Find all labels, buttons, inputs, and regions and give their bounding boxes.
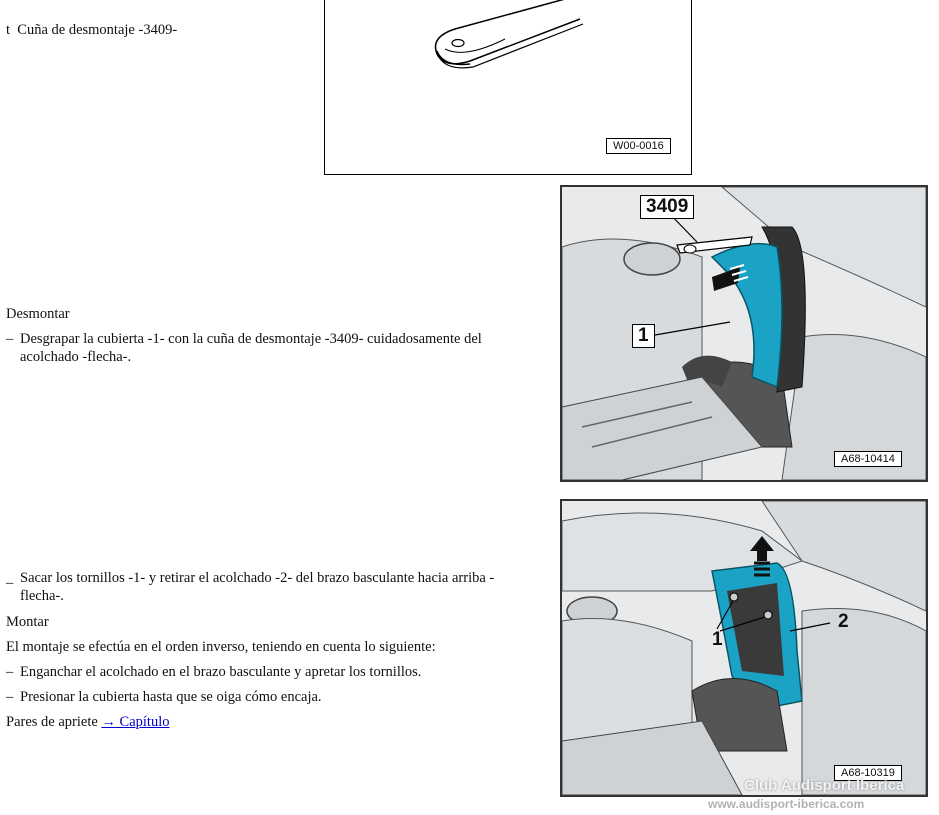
- armrest-drawing: [562, 187, 926, 480]
- callout-tool-3409: 3409: [640, 195, 694, 219]
- montar-intro: El montaje se efectúa en el orden inverso, teniendo en cuenta lo siguiente:: [6, 639, 436, 655]
- montar-bullet-1: – Enganchar el acolchado en el brazo basculante y apretar los tornillos.: [6, 664, 422, 680]
- armrest-screws-drawing: [562, 501, 926, 795]
- montar-bullet-2: – Presionar la cubierta hasta que se oiga cómo encaja.: [6, 689, 322, 705]
- step-2-line-2: flecha-.: [20, 588, 64, 604]
- tool-item: [6, 21, 177, 39]
- figure-armrest-screws: [560, 499, 928, 797]
- figure-code: A68-10414: [834, 451, 902, 467]
- step-2-line-1: Sacar los tornillos -1- y retirar el acolchado -2- del brazo basculante hacia arriba -: [20, 570, 495, 586]
- callout-screws-1: 1: [712, 629, 723, 650]
- step-1: – Desgrapar la cubierta -1- con la cuña de desmontaje -3409- cuidadosamente del acolchado -flecha-.: [6, 330, 526, 366]
- tool-item-marker: t: [6, 22, 11, 38]
- callout-part-1: 1: [632, 324, 655, 348]
- torque-prefix: Pares de apriete: [6, 714, 98, 730]
- step-2: _ Sacar los tornillos -1- y retirar el acolchado -2- del brazo basculante hacia arriba - flecha-.: [6, 569, 536, 605]
- watermark-brand: Club Audisport Iberica: [744, 777, 905, 794]
- section-heading-montar: Montar: [6, 614, 49, 630]
- chapter-link[interactable]: → Capítulo: [101, 714, 170, 730]
- figure-code: A68-10319: [834, 765, 902, 781]
- figure-code: W00-0016: [606, 138, 671, 154]
- tool-item-text: Cuña de desmontaje -3409-: [17, 22, 178, 38]
- tool-figure: [324, 0, 692, 175]
- step-1-line-2: acolchado -flecha-.: [20, 349, 132, 365]
- watermark-url: www.audisport-iberica.com: [708, 797, 865, 811]
- figure-armrest-removal: [560, 185, 928, 482]
- section-heading-desmontar: Desmontar: [6, 306, 70, 322]
- callout-armrest-2: 2: [838, 611, 849, 632]
- step-1-line-1: Desgrapar la cubierta -1- con la cuña de desmontaje -3409- cuidadosamente del: [20, 331, 482, 347]
- torque-reference: [6, 713, 170, 731]
